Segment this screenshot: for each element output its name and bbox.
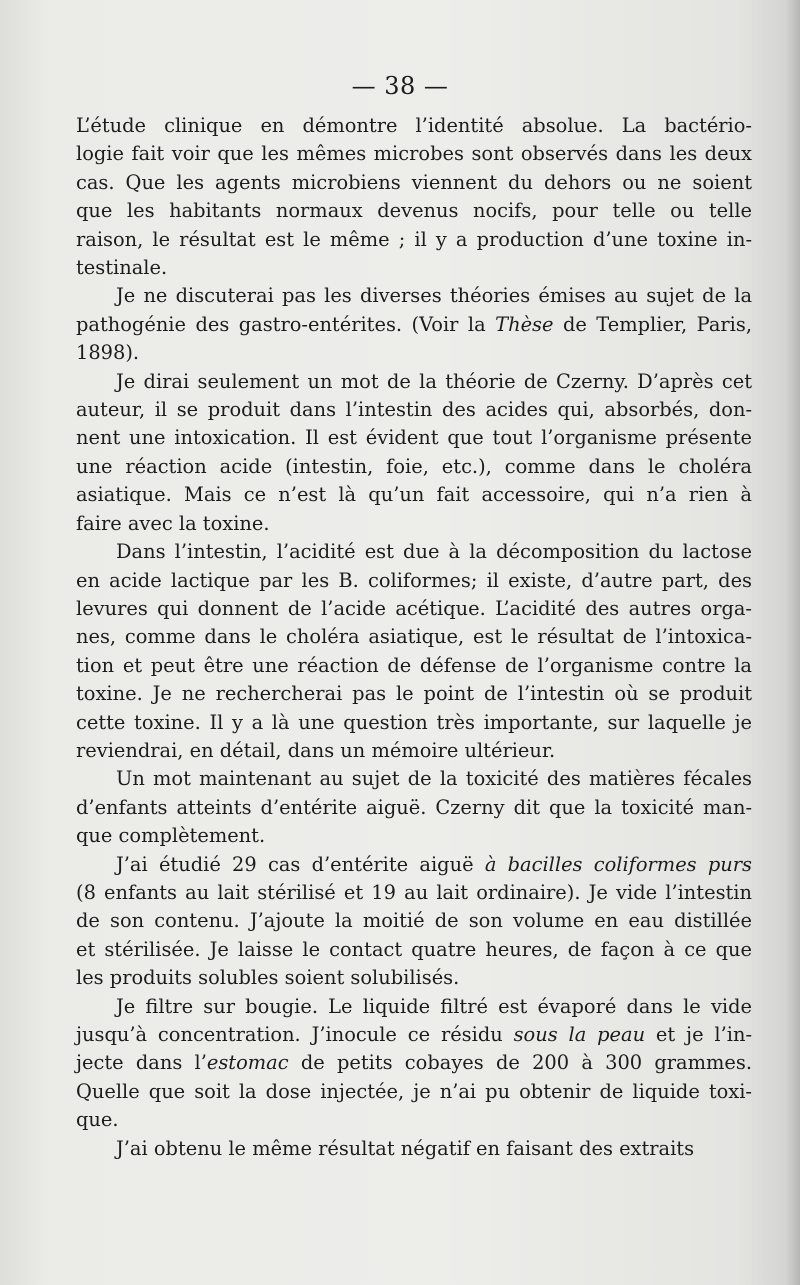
text-segment: de son contenu. J’ajoute la moitié de son volume en eau distillée — [76, 909, 752, 933]
paragraph — [76, 538, 752, 765]
text-line — [76, 623, 752, 651]
text-segment: Un mot maintenant au sujet de la toxicité des matières fécales — [116, 767, 752, 791]
text-line — [76, 226, 752, 254]
paragraph — [76, 112, 752, 282]
page-number: — 38 — — [351, 72, 449, 100]
text-segment: que. — [76, 1108, 119, 1132]
text-line — [76, 794, 752, 822]
italic-text: Thèse — [495, 312, 554, 336]
text-segment: Dans l’intestin, l’acidité est due à la décomposition du lactose — [116, 540, 752, 564]
text-line — [76, 1021, 752, 1049]
text-line — [76, 453, 752, 481]
text-segment: Je dirai seulement un mot de la théorie de Czerny. D’après cet — [116, 369, 752, 393]
page-edge-shadow — [786, 0, 800, 1285]
text-segment: jusqu’à concentration. J’inocule ce résidu — [76, 1023, 514, 1046]
text-line — [76, 680, 752, 708]
text-segment: reviendrai, en détail, dans un mémoire ultérieur. — [76, 738, 556, 762]
text-segment: de Templier, Paris, — [553, 312, 752, 336]
text-segment: asiatique. Mais ce n’est là qu’un fait accessoire, qui n’a rien à — [76, 483, 752, 507]
text-segment: logie fait voir que les mêmes microbes sont observés dans les deux — [76, 142, 752, 166]
text-line — [76, 936, 752, 964]
text-line — [76, 424, 752, 452]
text-line — [76, 510, 752, 538]
text-segment: Je ne discuterai pas les diverses théories émises au sujet de la — [116, 284, 752, 308]
text-line — [76, 595, 752, 623]
text-line — [76, 993, 752, 1021]
text-line — [76, 339, 752, 367]
text-segment: cette toxine. Il y a là une question très importante, sur laquelle je — [76, 710, 752, 734]
text-segment: auteur, il se produit dans l’intestin des acides qui, absorbés, don- — [76, 398, 752, 422]
text-line — [76, 140, 752, 168]
text-segment: en acide lactique par les B. coliformes; il existe, d’autre part, des — [76, 568, 752, 592]
text-line — [76, 169, 752, 197]
text-segment: nent une intoxication. Il est évident que tout l’organisme présente — [76, 426, 752, 450]
text-segment: Je filtre sur bougie. Le liquide filtré est évaporé dans le vide — [116, 994, 752, 1018]
text-segment: testinale. — [76, 256, 168, 280]
text-segment: d’enfants atteints d’entérite aiguë. Czerny dit que la toxicité man- — [76, 795, 752, 819]
text-line — [76, 964, 752, 992]
text-line — [76, 879, 752, 907]
text-line — [76, 1049, 752, 1077]
text-segment: tion et peut être une réaction de défense de l’organisme contre la — [76, 653, 752, 677]
text-line — [76, 709, 752, 737]
text-segment: 1898). — [76, 341, 140, 365]
text-line — [76, 254, 752, 282]
text-segment: pathogénie des gastro-entérites. (Voir la — [76, 312, 496, 336]
text-segment: (8 enfants au lait stérilisé et 19 au lait ordinaire). Je vide l’intestin — [76, 880, 752, 904]
italic-text: estomac — [206, 1051, 289, 1075]
text-segment: levures qui donnent de l’acide acétique. L’acidité des autres orga- — [76, 596, 752, 620]
text-line — [76, 481, 752, 509]
text-segment: J’ai obtenu le même résultat négatif en faisant des extraits — [116, 1136, 695, 1160]
text-segment: nes, comme dans le choléra asiatique, est le résultat de l’intoxica- — [76, 625, 752, 649]
text-line — [76, 1078, 752, 1106]
text-segment: une réaction acide (intestin, foie, etc.), comme dans le choléra — [76, 454, 752, 478]
text-line — [76, 567, 752, 595]
paragraph — [76, 993, 752, 1135]
text-line — [76, 112, 752, 140]
text-line — [76, 1106, 752, 1134]
italic-text: à bacilles coliformes purs — [484, 852, 752, 876]
paragraph — [76, 282, 752, 367]
text-line — [76, 1135, 752, 1163]
text-line — [76, 765, 752, 793]
text-segment: que complètement. — [76, 824, 266, 848]
text-segment: de petits cobayes de 200 à 300 grammes. — [288, 1051, 752, 1075]
paragraph — [76, 368, 752, 538]
text-segment: et stérilisée. Je laisse le contact quatre heures, de façon à ce que — [76, 937, 752, 961]
body-text — [76, 112, 752, 1163]
text-segment: faire avec la toxine. — [76, 511, 270, 535]
text-line — [76, 538, 752, 566]
text-line — [76, 396, 752, 424]
text-line — [76, 652, 752, 680]
text-segment: jecte dans l’ — [76, 1051, 207, 1075]
text-line — [76, 311, 752, 339]
text-line — [76, 368, 752, 396]
text-segment: toxine. Je ne rechercherai pas le point de l’intestin où se produit — [76, 682, 752, 706]
text-segment: J’ai étudié 29 cas d’entérite aiguë — [116, 852, 485, 876]
text-line — [76, 822, 752, 850]
text-segment: et je l’in- — [645, 1023, 752, 1046]
text-segment: Quelle que soit la dose injectée, je n’ai pu obtenir de liquide toxi- — [76, 1079, 752, 1103]
text-line — [76, 737, 752, 765]
paragraph — [76, 1135, 752, 1163]
text-line — [76, 851, 752, 879]
paragraph — [76, 851, 752, 993]
text-segment: les produits solubles soient solubilisés. — [76, 966, 460, 990]
italic-text: sous la peau — [513, 1023, 646, 1046]
text-segment: L’étude clinique en démontre l’identité absolue. La bactério- — [76, 114, 752, 137]
text-segment: que les habitants normaux devenus nocifs, pour telle ou telle — [76, 199, 752, 223]
text-segment: cas. Que les agents microbiens viennent du dehors ou ne soient — [76, 170, 752, 194]
text-segment: raison, le résultat est le même ; il y a production d’une toxine in- — [76, 227, 752, 251]
text-line — [76, 282, 752, 310]
text-line — [76, 197, 752, 225]
text-line — [76, 907, 752, 935]
paragraph — [76, 765, 752, 850]
